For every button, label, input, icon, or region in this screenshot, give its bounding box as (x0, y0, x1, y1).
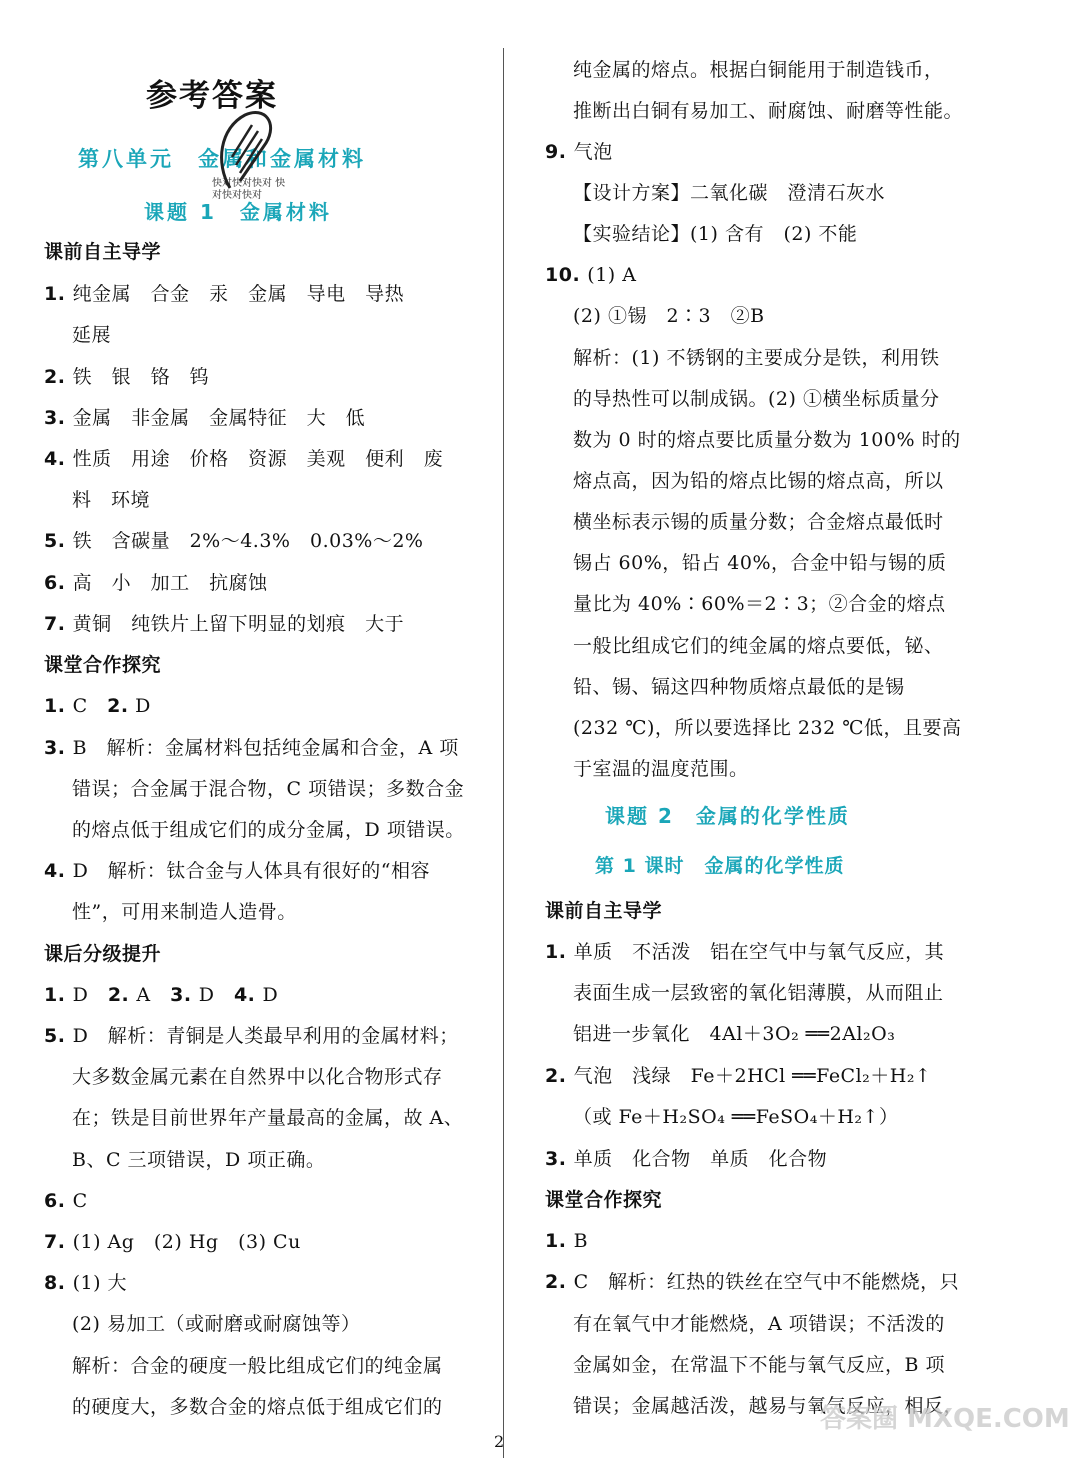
answer-item-cont: 有在氧气中才能燃烧，A 项错误；不活泼的 (573, 1313, 945, 1335)
answer-item-cont: 纯金属的熔点。根据白铜能用于制造钱币， (573, 59, 944, 81)
answer-item-cont: 延展 (72, 324, 112, 346)
section-heading: 课前自主导学 (545, 900, 663, 922)
period1-title: 第 1 课时 金属的化学性质 (595, 855, 845, 877)
answer-item: 2. 气泡 浅绿 Fe＋2HCl ══FeCl₂＋H₂↑ (545, 1065, 932, 1087)
answer-item: 5. D 解析：青铜是人类最早利用的金属材料； (44, 1025, 459, 1047)
answer-item-cont: 的熔点低于组成它们的成分金属，D 项错误。 (72, 819, 465, 841)
section-heading: 课堂合作探究 (545, 1189, 663, 1211)
answer-item-cont: 铝进一步氧化 4Al＋3O₂ ══2Al₂O₃ (573, 1023, 896, 1045)
answer-item-cont: 大多数金属元素在自然界中以化合物形式存 (72, 1066, 443, 1088)
paperclip-logo-icon (210, 103, 280, 195)
answer-item-cont: (2) ①锡 2∶3 ②B (573, 305, 765, 327)
answer-item-cont: (2) 易加工（或耐磨或耐腐蚀等） (72, 1313, 361, 1335)
answer-item-cont: 的硬度大，多数合金的熔点低于组成它们的 (72, 1396, 443, 1418)
answer-item: 6. C (44, 1190, 88, 1212)
answer-item: 3. B 解析：金属材料包括纯金属和合金，A 项 (44, 737, 459, 759)
answer-item: 9. 气泡 (545, 141, 613, 163)
answer-item-cont: 金属如金，在常温下不能与氧气反应，B 项 (573, 1354, 946, 1376)
answer-item: 1. C 2. D (44, 695, 151, 717)
answer-item: 1. B (545, 1230, 589, 1252)
watermark-stamp: 答案圈 MXQE.COM (820, 1404, 1070, 1434)
answer-item-cont: 料 环境 (72, 489, 151, 511)
answer-item-cont: 表面生成一层致密的氧化铝薄膜，从而阻止 (573, 982, 944, 1004)
page-number: 2 (494, 1432, 505, 1451)
section-heading: 课堂合作探究 (44, 654, 162, 676)
answer-item: 10. (1) A (545, 264, 637, 286)
section-heading: 课前自主导学 (44, 241, 162, 263)
answer-item: 4. D 解析：钛合金与人体具有很好的“相容 (44, 860, 431, 882)
answer-item: 3. 单质 化合物 单质 化合物 (545, 1148, 828, 1170)
answer-item-cont: 性”，可用来制造人造骨。 (72, 901, 297, 923)
answer-item: 1. 纯金属 合金 汞 金属 导电 导热 (44, 283, 405, 305)
answer-item-cont: 错误；合金属于混合物，C 项错误；多数合金 (72, 778, 465, 800)
answer-item-cont: 于室温的温度范围。 (573, 758, 749, 780)
watermark-small-text: 快对快对快对 快对快对快对 (212, 178, 286, 201)
equation: 4Al＋3O₂ ══2Al₂O₃ (709, 1023, 896, 1045)
answer-item-cont: 锡占 60%，铅占 40%，合金中铅与锡的质 (573, 552, 947, 574)
answer-item-cont: 一般比组成它们的纯金属的熔点要低，铋、 (573, 635, 944, 657)
answer-item-cont: 的导热性可以制成锅。(2) ①横坐标质量分 (573, 388, 940, 410)
answer-item: 1. 单质 不活泼 铝在空气中与氧气反应，其 (545, 941, 945, 963)
answer-item: 7. 黄铜 纯铁片上留下明显的划痕 大于 (44, 613, 405, 635)
answer-item-cont: 解析：(1) 不锈钢的主要成分是铁，利用铁 (573, 347, 940, 369)
answer-item-cont: 解析：合金的硬度一般比组成它们的纯金属 (72, 1355, 443, 1377)
page-title: 参考答案 (146, 78, 278, 114)
answer-item-cont: （或 Fe＋H₂SO₄ ══FeSO₄＋H₂↑） (573, 1106, 899, 1128)
answer-item: 7. (1) Ag (2) Hg (3) Cu (44, 1231, 301, 1253)
answer-item: 6. 高 小 加工 抗腐蚀 (44, 572, 268, 594)
equation: Fe＋2HCl ══FeCl₂＋H₂↑ (690, 1065, 932, 1087)
answer-item: 4. 性质 用途 价格 资源 美观 便利 废 (44, 448, 444, 470)
answer-item-cont: 错误；金属越活泼，越易与氧气反应，相反， (573, 1395, 964, 1417)
answer-item-cont: 量比为 40%∶60%＝2∶3；②合金的熔点 (573, 593, 946, 615)
answer-item-cont: 铅、锡、镉这四种物质熔点最低的是锡 (573, 676, 905, 698)
answer-item-cont: 熔点高，因为铅的熔点比锡的熔点高，所以 (573, 470, 944, 492)
answer-item: 5. 铁 含碳量 2%～4.3% 0.03%～2% (44, 530, 424, 552)
answer-item: 8. (1) 大 (44, 1272, 128, 1294)
unit-title: 第八单元 金属和金属材料 (78, 147, 366, 171)
answer-item: 2. C 解析：红热的铁丝在空气中不能燃烧，只 (545, 1271, 960, 1293)
answer-item: 2. 铁 银 铬 钨 (44, 366, 210, 388)
section-heading: 课后分级提升 (44, 943, 162, 965)
answer-item-cont: 【设计方案】二氧化碳 澄清石灰水 (573, 182, 886, 204)
answer-item-cont: 在；铁是目前世界年产量最高的金属，故 A、 (72, 1107, 464, 1129)
answer-item: 1. D 2. A 3. D 4. D (44, 984, 279, 1006)
answer-item-cont: B、C 三项错误，D 项正确。 (72, 1149, 326, 1171)
answer-item-cont: 推断出白铜有易加工、耐腐蚀、耐磨等性能。 (573, 100, 964, 122)
answer-item-cont: 横坐标表示锡的质量分数；合金熔点最低时 (573, 511, 944, 533)
column-divider (503, 48, 504, 1458)
lesson1-title: 课题 1 金属材料 (144, 200, 332, 224)
answer-item-cont: 【实验结论】(1) 含有 (2) 不能 (573, 223, 858, 245)
answer-item-cont: 数为 0 时的熔点要比质量分数为 100% 时的 (573, 429, 961, 451)
lesson2-title: 课题 2 金属的化学性质 (605, 804, 850, 828)
answer-item: 3. 金属 非金属 金属特征 大 低 (44, 407, 366, 429)
answer-item-cont: (232 ℃)，所以要选择比 232 ℃低，且要高 (573, 717, 962, 739)
